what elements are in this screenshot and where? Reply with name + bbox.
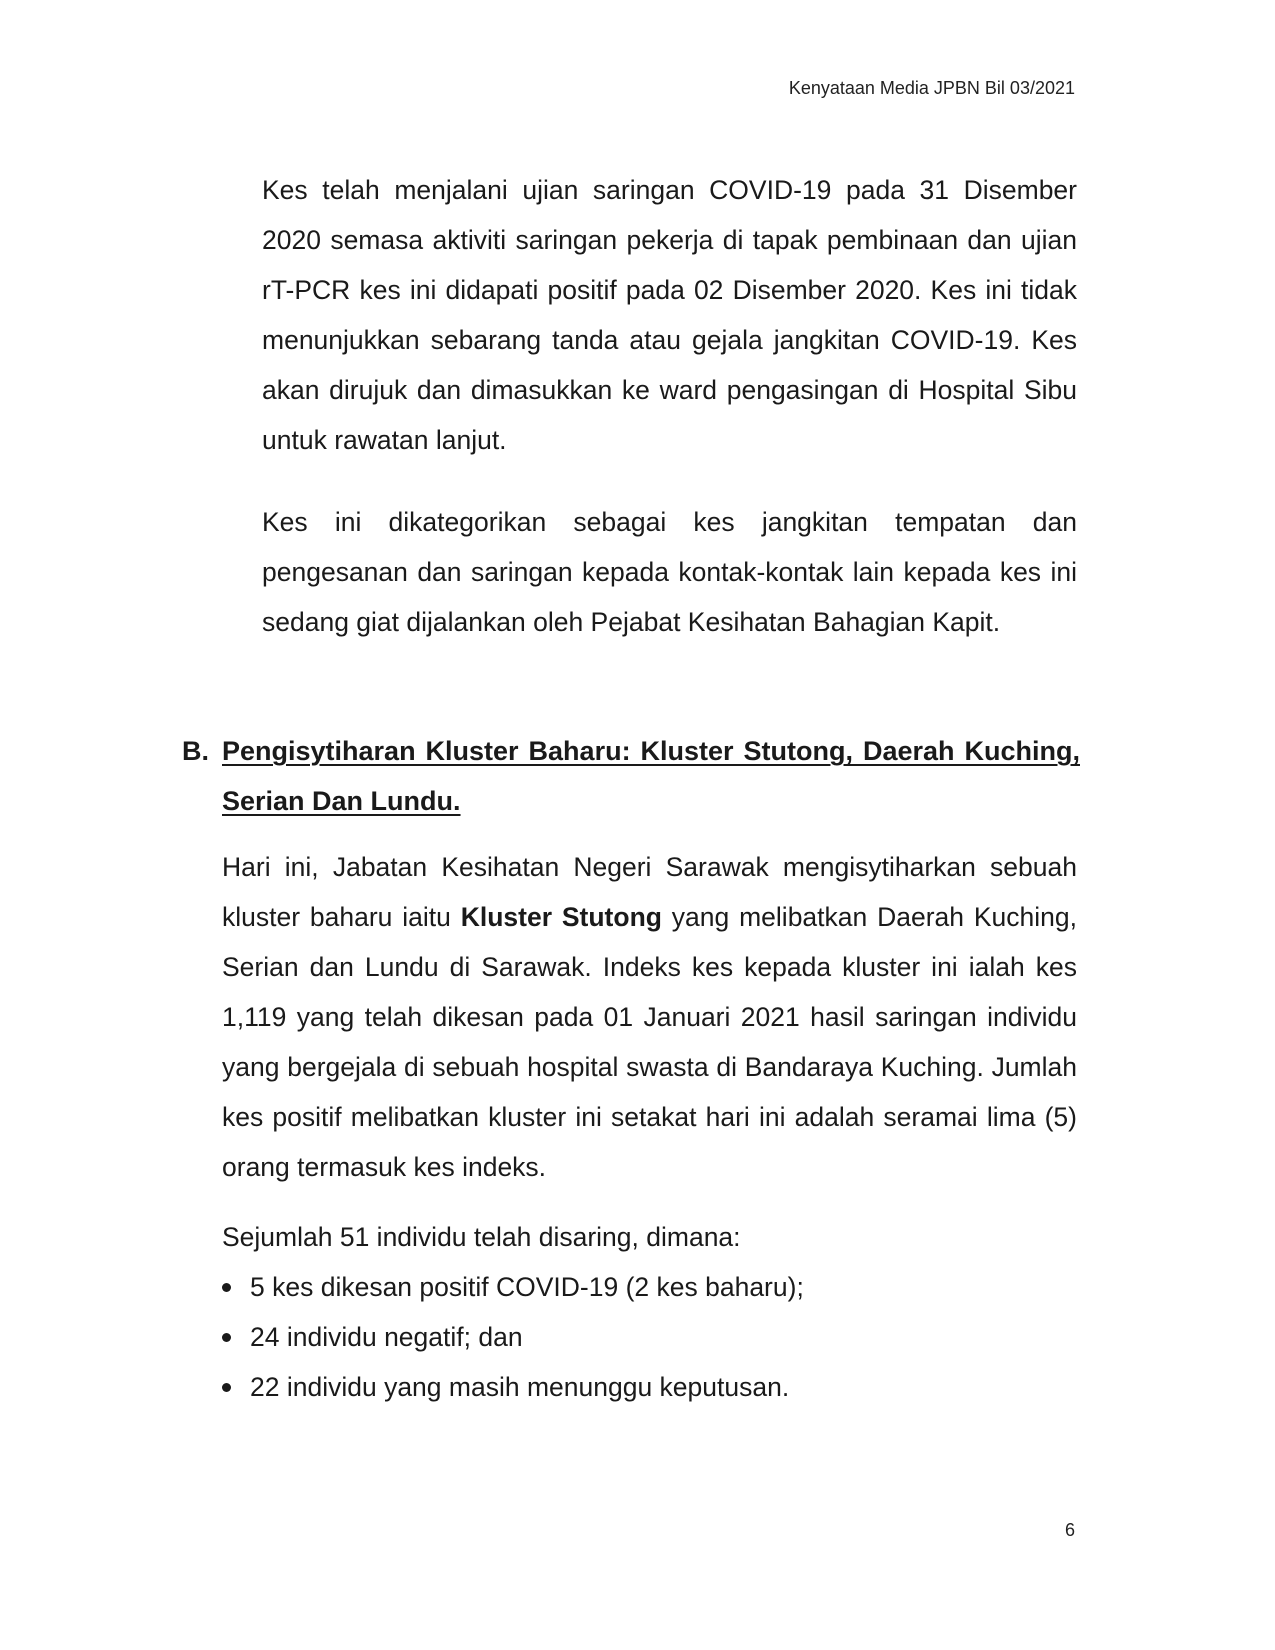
list-item [222, 1262, 1077, 1312]
page-number: 6 [1064, 1520, 1075, 1540]
list-item [222, 1362, 1077, 1412]
bullet-icon [222, 1283, 231, 1292]
cluster-text-details: yang melibatkan Daerah Kuching, Serian dan Lundu di Sarawak. Indeks kes kepada kluster ini ialah kes 1,119 yang telah dikesan pada 01 Januari 2021 hasil saringan individu yang bergejala di sebuah hospital swasta di Bandaraya Kuching. Jumlah kes positif melibatkan kluster ini setakat hari ini adalah seramai lima (5) orang termasuk kes indeks. [222, 902, 1077, 1182]
paragraph-case-category: Kes ini dikategorikan sebagai kes jangkitan tempatan dan pengesanan dan saringan kepada kontak-kontak lain kepada kes ini sedang giat dijalankan oleh Pejabat Kesihatan Bahagian Kapit. [262, 507, 1077, 637]
list-item [222, 1312, 1077, 1362]
bullet-icon [222, 1333, 231, 1342]
screening-results-list [222, 1262, 1077, 1412]
list-item-text: 24 individu negatif; dan [250, 1322, 523, 1352]
cluster-text-intro: Hari ini, Jabatan Kesihatan Negeri Sarawak mengisytiharkan sebuah kluster baharu iaitu [222, 852, 1077, 932]
cluster-name: Kluster Stutong [460, 902, 662, 932]
paragraph-case-screening: Kes telah menjalani ujian saringan COVID-19 pada 31 Disember 2020 semasa aktiviti saringan pekerja di tapak pembinaan dan ujian rT-PCR kes ini didapati positif pada 02 Disember 2020. Kes ini tidak menunjukkan sebarang tanda atau gejala jangkitan COVID-19. Kes akan dirujuk dan dimasukkan ke ward pengasingan di Hospital Sibu untuk rawatan lanjut. [262, 175, 1077, 455]
list-item-text: 5 kes dikesan positif COVID-19 (2 kes baharu); [250, 1272, 804, 1302]
document-reference: Kenyataan Media JPBN Bil 03/2021 [788, 78, 1075, 98]
bullet-icon [222, 1383, 231, 1392]
section-title: Pengisytiharan Kluster Baharu: Kluster Stutong, Daerah Kuching, Serian Dan Lundu. [222, 736, 1080, 816]
list-item-text: 22 individu yang masih menunggu keputusan. [250, 1372, 790, 1402]
section-b-heading [182, 736, 1080, 846]
paragraph-cluster-declaration [222, 842, 1077, 1192]
section-letter: B. [182, 736, 209, 766]
paragraph-screening-summary: Sejumlah 51 individu telah disaring, dimana: [222, 1222, 741, 1252]
